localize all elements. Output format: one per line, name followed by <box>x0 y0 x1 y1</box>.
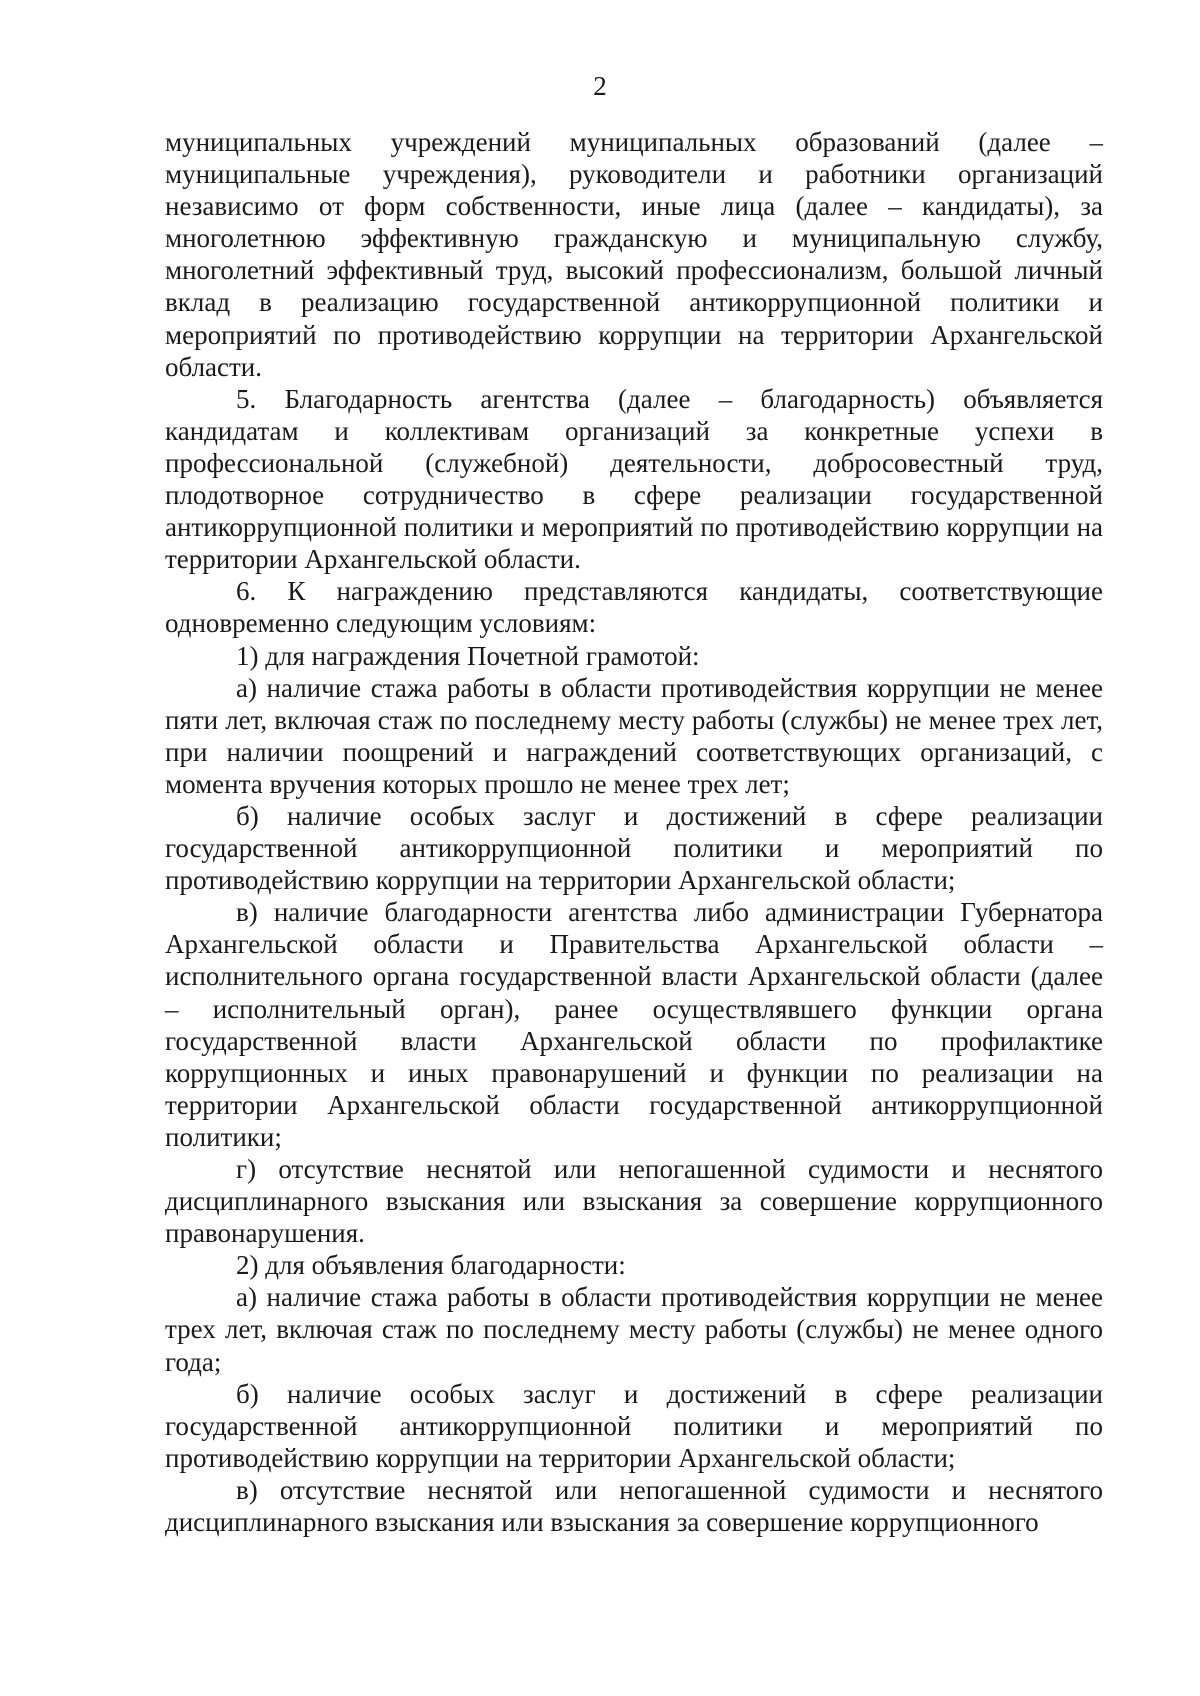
subitem-2-v: в) отсутствие неснятой или непогашенной судимости и неснятого дисциплинарного взыскания или взыскания за совершение коррупционного <box>165 1474 1103 1538</box>
subitem-1-g: г) отсутствие неснятой или непогашенной судимости и неснятого дисциплинарного взыскания или взыскания за совершение коррупционного правонарушения. <box>165 1154 1103 1249</box>
paragraph-item-5: 5. Благодарность агентства (далее – благодарность) объявляется кандидатам и коллективам организаций за конкретные успехи в профессиональной (служебной) деятельности, добросовестный труд, плодотворное сотрудничество в сфере реализации государственной антикоррупционной политики и мероприятий по противодействию коррупции на территории Архангельской области. <box>165 383 1103 575</box>
subitem-1-b: б) наличие особых заслуг и достижений в сфере реализации государственной антикоррупционной политики и мероприятий по противодействию коррупции на территории Архангельской области; <box>165 800 1103 896</box>
subitem-2-header: 2) для объявления благодарности: <box>236 1250 626 1281</box>
paragraph-continuation: муниципальных учреждений муниципальных образований (далее – муниципальные учреждения), руководители и работники организаций независимо от форм собственности, иные лица (далее – кандидаты), за многолетнюю эффективную гражданскую и муниципальную службу, многолетний эффективный труд, высокий профессионализм, большой личный вклад в реализацию государственной антикоррупционной политики и мероприятий по противодействию коррупции на территории Архангельской области. <box>165 127 1103 382</box>
document-body <box>165 126 1103 1538</box>
subitem-2-a: а) наличие стажа работы в области противодействия коррупции не менее трех лет, включая стаж по последнему месту работы (службы) не менее одного года; <box>165 1282 1103 1377</box>
subitem-1-header: 1) для награждения Почетной грамотой: <box>236 640 700 671</box>
page-number: 2 <box>593 71 607 101</box>
paragraph-item-6: 6. К награждению представляются кандидаты, соответствующие одновременно следующим условиям: <box>165 576 1103 639</box>
subitem-1-v: в) наличие благодарности агентства либо администрации Губернатора Архангельской области и Правительства Архангельской области – исполнительного органа государственной власти Архангельской области (далее – исполнительный орган), ранее осуществлявшего функции органа государственной власти Архангельской области по профилактике коррупционных и иных правонарушений и функции по реализации на территории Архангельской области государственной антикоррупционной политики; <box>165 897 1103 1152</box>
subitem-1-a: а) наличие стажа работы в области противодействия коррупции не менее пяти лет, включая стаж по последнему месту работы (службы) не менее трех лет, при наличии поощрений и награждений соответствующих организаций, с момента вручения которых прошло не менее трех лет; <box>165 672 1103 799</box>
subitem-2-b: б) наличие особых заслуг и достижений в сфере реализации государственной антикоррупционной политики и мероприятий по противодействию коррупции на территории Архангельской области; <box>165 1378 1103 1473</box>
